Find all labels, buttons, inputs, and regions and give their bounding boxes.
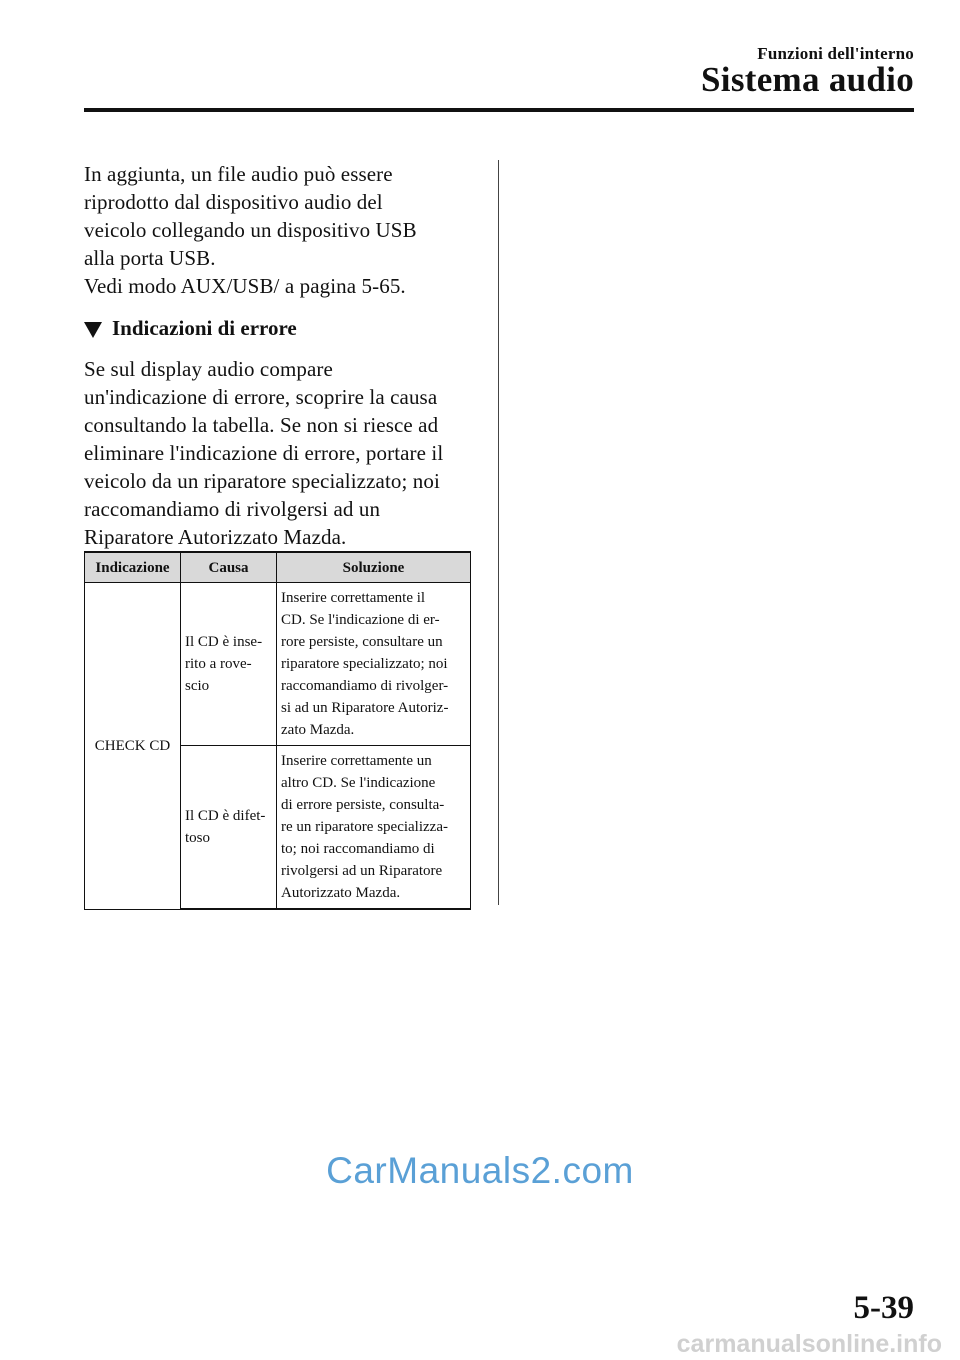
body-line: Se sul display audio compare: [84, 357, 333, 381]
error-table: [84, 551, 471, 910]
solution-line: rivolgersi ad un Riparatore: [281, 863, 443, 879]
solution-line: Inserire correttamente un: [281, 753, 432, 769]
cause-cell: [181, 746, 277, 910]
solution-line: to; noi raccomandiamo di: [281, 841, 435, 857]
solution-line: si ad un Riparatore Autoriz-: [281, 700, 449, 716]
solution-line: raccomandiamo di rivolger-: [281, 678, 449, 694]
cause-line: Il CD è difet-: [185, 808, 266, 824]
solution-line: Inserire correttamente il: [281, 590, 426, 606]
page-title: Sistema audio: [701, 60, 914, 99]
solution-line: rore persiste, consultare un: [281, 634, 443, 650]
footer-url: carmanualsonline.info: [676, 1330, 942, 1358]
table-header-row: [85, 552, 471, 583]
body-line: Riparatore Autorizzato Mazda.: [84, 525, 347, 549]
solution-line: altro CD. Se l'indicazione: [281, 775, 436, 791]
solution-line: zato Mazda.: [281, 722, 355, 738]
indication-cell: CHECK CD: [85, 583, 181, 910]
body-line: veicolo da un riparatore specializzato; noi: [84, 469, 440, 493]
intro-line: veicolo collegando un dispositivo USB: [84, 218, 417, 242]
section-body: [84, 355, 484, 551]
solution-cell: [277, 746, 471, 910]
cause-line: toso: [185, 830, 211, 846]
cause-cell: [181, 583, 277, 746]
header-divider: [84, 108, 914, 112]
table-row: [85, 583, 471, 746]
header-soluzione: Soluzione: [277, 552, 471, 583]
section-heading-text: Indicazioni di errore: [112, 316, 297, 340]
solution-line: CD. Se l'indicazione di er-: [281, 612, 440, 628]
body-line: eliminare l'indicazione di errore, portare il: [84, 441, 444, 465]
main-column: [84, 160, 484, 551]
intro-line: In aggiunta, un file audio può essere: [84, 162, 393, 186]
header-indicazione: Indicazione: [85, 552, 181, 583]
solution-line: riparatore specializzato; noi: [281, 656, 448, 672]
header-section-label: Funzioni dell'interno: [757, 44, 914, 63]
cause-line: Il CD è inse-: [185, 634, 263, 650]
solution-line: re un riparatore specializza-: [281, 819, 448, 835]
intro-line: riprodotto dal dispositivo audio del: [84, 190, 383, 214]
column-divider: [498, 160, 499, 905]
cause-line: scio: [185, 678, 210, 694]
intro-line: alla porta USB.: [84, 246, 216, 270]
solution-cell: [277, 583, 471, 746]
page-number: 5-39: [853, 1290, 914, 1326]
intro-paragraph: [84, 160, 484, 300]
solution-line: Autorizzato Mazda.: [281, 885, 401, 901]
solution-line: di errore persiste, consulta-: [281, 797, 445, 813]
body-line: consultando la tabella. Se non si riesce ad: [84, 413, 439, 437]
section-heading: [84, 316, 484, 341]
body-line: un'indicazione di errore, scoprire la causa: [84, 385, 438, 409]
header-causa: Causa: [181, 552, 277, 583]
watermark: CarManuals2.com: [326, 1150, 634, 1191]
cause-line: rito a rove-: [185, 656, 252, 672]
body-line: raccomandiamo di rivolgersi ad un: [84, 497, 381, 521]
triangle-down-icon: [84, 322, 102, 338]
intro-line: Vedi modo AUX/USB/ a pagina 5-65.: [84, 274, 406, 298]
